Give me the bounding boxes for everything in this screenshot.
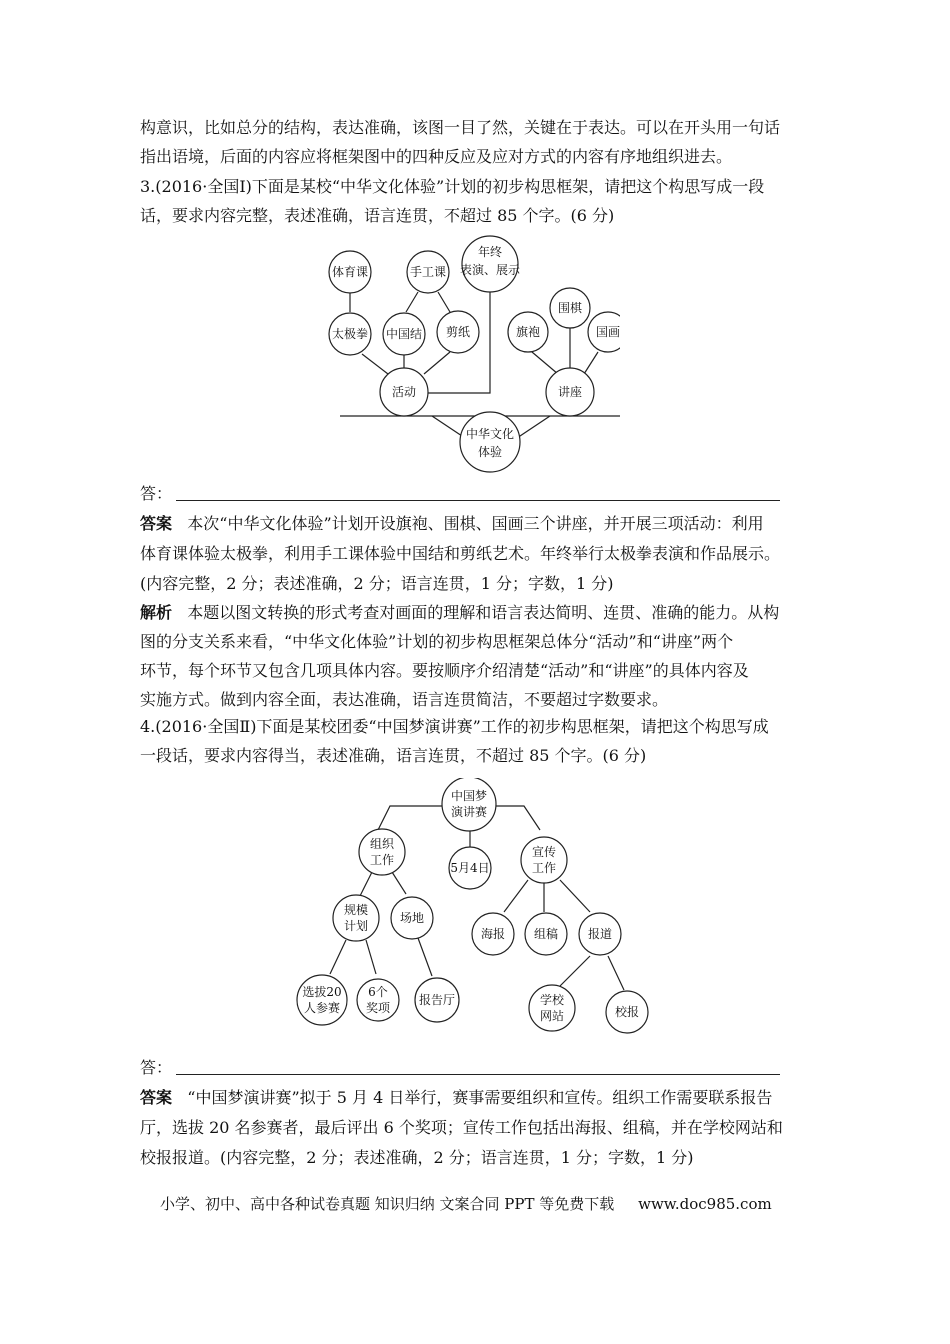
edge-root-zuzhi [378,806,442,830]
svg-text:手工课: 手工课 [409,265,447,279]
q3-framework-diagram [300,228,620,476]
svg-text:选拔20: 选拔20 [302,985,342,999]
edge-guimo-jiangxiang [366,940,376,974]
svg-text:计划: 计划 [343,919,369,933]
node-date [449,847,491,889]
q4-answer-line-2: 厅，选拔 20 名参赛者，最后评出 6 个奖项；宣传工作包括出海报、组稿，并在学校网站和 [140,1118,783,1137]
svg-text:组稿: 组稿 [533,927,559,941]
node-guimo [333,895,379,941]
svg-text:规模: 规模 [343,903,369,917]
edge-baodao-xiaobao [608,956,624,990]
q4-answer-text-1: “中国梦演讲赛”拟于 5 月 4 日举行，赛事需要组织和宣传。组织工作需要联系报告 [187,1088,773,1107]
q4-prompt-line-2: 一段话，要求内容得当，表述准确，语言连贯，不超过 85 个字。(6 分) [140,746,647,765]
node-jianzhi [437,311,479,353]
node-zugao [525,913,567,955]
svg-text:旗袍: 旗袍 [515,325,541,339]
q3-answer-blank[interactable] [140,484,172,504]
svg-text:围棋: 围棋 [557,301,583,315]
node-guohua [588,312,620,352]
node-taijiquan [329,313,371,355]
node-root-zhonghuawenhua [460,412,520,472]
node-tiyuke [329,251,371,293]
node-nianzhong [460,236,521,292]
svg-text:奖项: 奖项 [365,1001,391,1015]
q3-analysis-line-3: 环节，每个环节又包含几项具体内容。要按顺序介绍清楚“活动”和“讲座”的具体内容及 [140,661,749,680]
q3-answer-key-label: 答案 [140,514,173,533]
svg-text:活动: 活动 [391,385,417,399]
intro-line-2: 指出语境，后面的内容应将框架图中的四种反应及应对方式的内容有序地组织进去。 [140,147,733,166]
q3-analysis-line-2: 图的分支关系来看，“中华文化体验”计划的初步构思框架总体分“活动”和“讲座”两个 [140,632,734,651]
svg-text:中华文化: 中华文化 [465,427,515,441]
node-wangzhan [529,985,575,1031]
edge-taijiquan-huodong [362,354,388,374]
svg-text:6个: 6个 [368,985,388,999]
svg-text:年终: 年终 [477,245,503,259]
edge-zuzhi-guimo [360,872,372,896]
node-root-zhongguomeng [442,778,496,831]
svg-text:国画: 国画 [595,325,620,339]
svg-text:组织: 组织 [369,837,395,851]
q4-answer-blank[interactable] [140,1058,172,1078]
svg-text:宣传: 宣传 [531,845,557,859]
q3-answer-rule [176,500,780,501]
edge-xuanchuan-haibao [504,880,528,912]
edge-zuzhi-changdi [392,872,406,894]
page-footer [160,1193,772,1214]
node-xuanba [297,975,347,1025]
node-baodao [579,913,621,955]
q4-answer-rule [176,1074,780,1075]
q4-answer-label: 答： [140,1058,173,1077]
q3-answer-line-3: (内容完整，2 分；表述准确，2 分；语言连贯，1 分；字数，1 分) [140,574,614,593]
svg-text:场地: 场地 [399,911,425,925]
q4-answer-key-label: 答案 [140,1088,173,1107]
node-zhongguojie [383,313,425,355]
edge-changdi-baogaoting [418,938,432,976]
node-jiangxiang [357,979,399,1021]
q3-answer-text-1: 本次“中华文化体验”计划开设旗袍、围棋、国画三个讲座，并开展三项活动：利用 [187,514,764,533]
q3-answer-line-1 [140,514,820,534]
svg-text:演讲赛: 演讲赛 [450,805,488,819]
q3-answer-line-2: 体育课体验太极拳，利用手工课体验中国结和剪纸艺术。年终举行太极拳表演和作品展示。 [140,544,781,563]
edge-shougongke-zhongguojie [406,292,418,312]
node-huodong [380,368,428,416]
svg-text:剪纸: 剪纸 [445,325,471,339]
node-xiaobao [606,991,648,1033]
q3-prompt-line-2: 话，要求内容完整，表述准确，语言连贯，不超过 85 个字。(6 分) [140,206,615,225]
node-zuzhi [359,829,405,875]
svg-text:中国梦: 中国梦 [450,789,488,803]
q4-answer-line-3: 校报报道。(内容完整，2 分；表述准确，2 分；语言连贯，1 分；字数，1 分) [140,1148,694,1167]
svg-text:报道: 报道 [587,927,613,941]
node-shougongke [407,251,449,293]
q3-analysis-label: 解析 [140,603,173,622]
node-baogaoting [415,978,459,1022]
svg-text:工作: 工作 [369,853,395,867]
node-qipao [508,312,548,352]
node-xuanchuan [521,837,567,883]
q3-prompt-line-1: 3.(2016·全国Ⅰ)下面是某校“中华文化体验”计划的初步构思框架，请把这个构思写成一段 [140,177,765,196]
node-weiqi [550,288,590,328]
edge-guohua-jiangzuo [584,352,598,374]
svg-text:太极拳: 太极拳 [331,327,369,341]
svg-text:海报: 海报 [480,927,506,941]
q3-answer-label: 答： [140,484,173,503]
node-jiangzuo [546,368,594,416]
edge-xuanchuan-baodao [560,880,590,912]
svg-text:报告厅: 报告厅 [418,993,456,1007]
node-haibao [472,913,514,955]
q3-analysis-line-4: 实施方式。做到内容全面，表达准确，语言连贯简洁，不要超过字数要求。 [140,690,669,709]
q4-answer-line-1 [140,1088,820,1108]
q4-prompt-line-1: 4.(2016·全国Ⅱ)下面是某校团委“中国梦演讲赛”工作的初步构思框架，请把这个构思写成 [140,717,769,736]
edge-qipao-jiangzuo [532,352,558,374]
edge-root-xuanchuan [496,806,540,830]
svg-text:人参赛: 人参赛 [303,1001,341,1015]
q4-framework-diagram [290,778,660,1034]
svg-text:体育课: 体育课 [331,265,369,279]
svg-text:讲座: 讲座 [557,385,583,399]
svg-text:校报: 校报 [614,1005,640,1019]
svg-text:工作: 工作 [531,861,557,875]
edge-baodao-wangzhan [560,956,590,986]
svg-text:学校: 学校 [539,993,565,1007]
edge-shougongke-jianzhi [438,292,450,312]
edge-guimo-xuanba [330,940,346,974]
svg-text:表演、展示: 表演、展示 [459,263,521,277]
q3-analysis-line-1 [140,603,820,623]
intro-line-1: 构意识，比如总分的结构，表达准确，该图一目了然，关键在于表达。可以在开头用一句话 [140,118,781,137]
edge-jianzhi-huodong [424,352,450,374]
svg-text:中国结: 中国结 [385,327,423,341]
svg-text:5月4日: 5月4日 [450,861,490,875]
svg-text:体验: 体验 [477,445,503,459]
q3-analysis-text-1: 本题以图文转换的形式考查对画面的理解和语言表达简明、连贯、准确的能力。从构 [187,603,780,622]
svg-text:网站: 网站 [539,1009,565,1023]
footer-text: 小学、初中、高中各种试卷真题 知识归纳 文案合同 PPT 等免费下载 [160,1195,615,1213]
footer-url[interactable]: www.doc985.com [638,1195,772,1213]
node-changdi [391,897,433,939]
